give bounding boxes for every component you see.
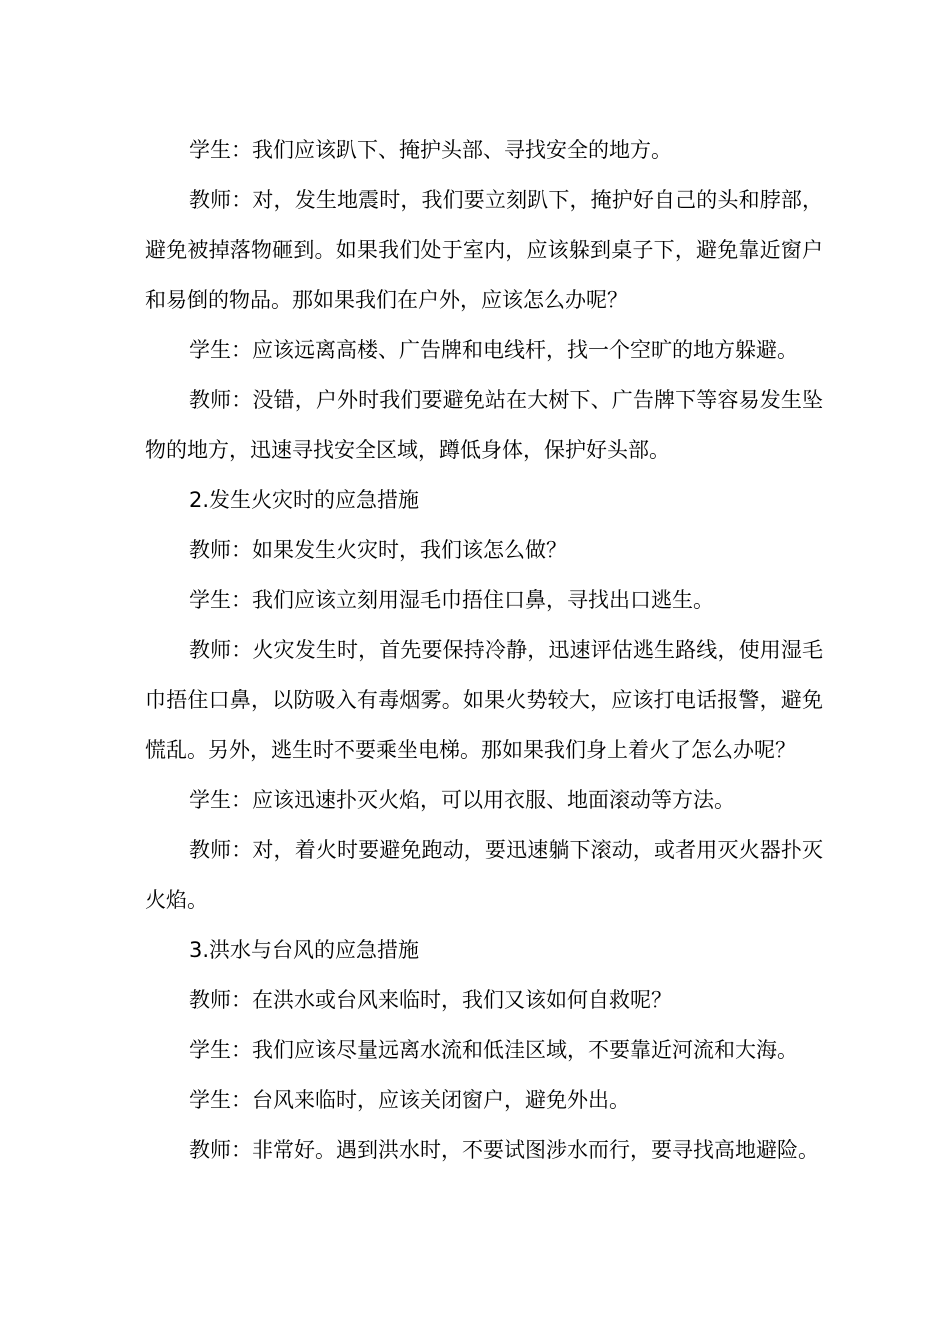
paragraph-teacher-earthquake-indoor: 教师：对，发生地震时，我们要立刻趴下，掩护好自己的头和脖部，避免被掉落物砸到。如果我们处于室内，应该躲到桌子下，避免靠近窗户和易倒的物品。那如果我们在户外，应该怎么办呢？ xyxy=(145,188,823,312)
paragraph-teacher-outdoor: 教师：没错，户外时我们要避免站在大树下、广告牌下等容易发生坠物的地方，迅速寻找安全区域，蹲低身体，保护好头部。 xyxy=(145,388,823,462)
paragraph-teacher-flood-explain: 教师：非常好。遇到洪水时，不要试图涉水而行，要寻找高地避险。 xyxy=(189,1138,819,1162)
paragraph-teacher-fire-explain: 教师：火灾发生时，首先要保持冷静，迅速评估逃生路线，使用湿毛巾捂住口鼻，以防吸入有毒烟雾。如果火势较大，应该打电话报警，避免慌乱。另外，逃生时不要乘坐电梯。那如果我们身上着火了怎么办呢？ xyxy=(145,638,823,762)
section-heading-flood-typhoon: 3.洪水与台风的应急措施 xyxy=(189,938,420,962)
paragraph-teacher-clothes-fire: 教师：对，着火时要避免跑动，要迅速躺下滚动，或者用灭火器扑灭火焰。 xyxy=(145,838,823,912)
paragraph-student-earthquake-answer: 学生：我们应该趴下、掩护头部、寻找安全的地方。 xyxy=(189,138,672,162)
paragraph-student-typhoon-answer: 学生：台风来临时，应该关闭窗户，避免外出。 xyxy=(189,1088,630,1112)
paragraph-student-outdoor-answer: 学生：应该远离高楼、广告牌和电线杆，找一个空旷的地方躲避。 xyxy=(189,338,798,362)
paragraph-teacher-fire-question: 教师：如果发生火灾时，我们该怎么做？ xyxy=(189,538,567,562)
paragraph-student-clothes-fire: 学生：应该迅速扑灭火焰，可以用衣服、地面滚动等方法。 xyxy=(189,788,735,812)
section-heading-fire: 2.发生火灾时的应急措施 xyxy=(189,488,420,512)
paragraph-student-fire-answer: 学生：我们应该立刻用湿毛巾捂住口鼻，寻找出口逃生。 xyxy=(189,588,714,612)
paragraph-teacher-flood-question: 教师：在洪水或台风来临时，我们又该如何自救呢？ xyxy=(189,988,672,1012)
paragraph-student-flood-answer: 学生：我们应该尽量远离水流和低洼区域，不要靠近河流和大海。 xyxy=(189,1038,798,1062)
document-page xyxy=(145,125,823,1175)
